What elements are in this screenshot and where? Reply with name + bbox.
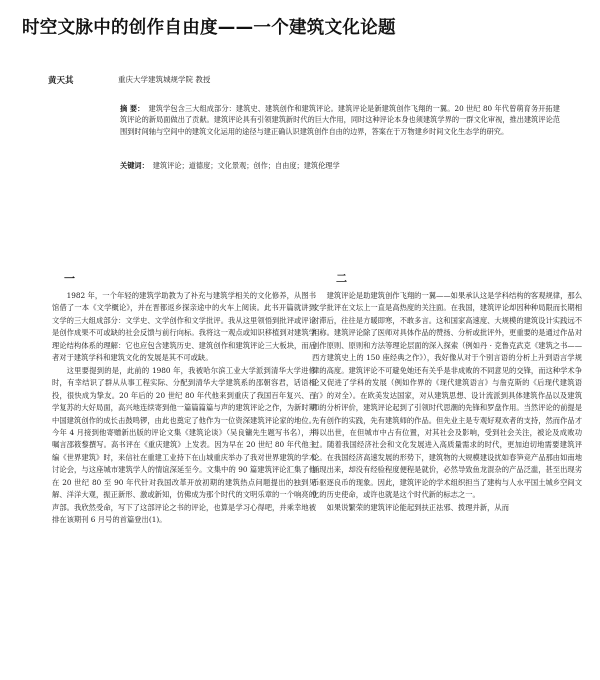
- left-column: [52, 290, 316, 527]
- keywords-text: 建筑评论；道德度；文化景观；创作；自由度；建筑伦理学: [152, 161, 340, 170]
- page-title: 时空文脉中的创作自由度——一个建筑文化论题: [22, 18, 396, 38]
- keywords: [120, 160, 560, 171]
- right-column: [312, 290, 582, 514]
- abstract-text: 建筑学包含三大组成部分：建筑史、建筑创作和建筑评论。建筑评论是新建筑创作飞翔的一翼。20 世纪 80 年代曾萌育务开拓建筑评论的新局面做出了贡献。建筑评论具有引领建筑新时代的巨大作用，同时这种评论本身也须建筑学界的一群文化审视，推出建筑评论范围到时间轴与空间中的建筑文化运用的途径与建正确认识建筑创作自由的边界，答案在于万物建乡时间文化生态学的研究。: [120, 104, 560, 136]
- left-paragraph: 1982 年，一个年轻的建筑学助教为了补充与建筑学相关的文化修养，从图书馆借了一本《文学概论》，并在晋都返乡探亲途中的火车上阅读。此书开篇就讲到文学的三大组成部分：文学史、文学创作和文学批评。我从这里领悟到批评或评论是创作成果不可或缺的社会反馈与前行向标。我将这一观点或知识移植到对建筑学理论结构体系的理解：它也应包含建筑历史、建筑创作和建筑评论三大板块，而后者对于建筑学科和建筑文化的发展是其不可或缺。: [52, 291, 316, 363]
- keywords-label: 关键词：: [120, 161, 149, 170]
- author-name: 黄天其: [48, 76, 74, 86]
- author-block: [48, 74, 211, 86]
- author-affiliation: 重庆大学建筑城规学院 教授: [118, 75, 211, 84]
- abstract: [120, 103, 560, 137]
- left-paragraph: 这里要提到的是，此前的 1980 年，我被哈尔滨工业大学派到清华大学进修时，有幸结识了群从从事工程实际、分配到清华大学建筑系的邵朝容君，话语相投，很快成为挚友。20 年后的 20 世纪 80 年代他来到重庆了我国百年复兴、百学复苏的大好局面，高兴地连续寄到他一篇篇篇篇与声的建筑评论之作，为新时期中国建筑创作的成长击鼓鸣锣，由此也奠定了他作为一位资深建筑评论家的地位。今年 4 月接到他寄赠新出版的评论文集《建筑论谈》（吴良镛先生题写书名），并嘱言邵筱黎撰写。高书评在《重庆建筑》上发表。因为早在 20 世纪 80 年代他主编《世界建筑》时，来信社在重建工业持下在山城重庆举办了我对世界建筑的学术讨论会，与这座城市建筑学人的情谊深延至今。文集中的 90 篇建筑评论汇集了他在 20 世纪 80 至 90 年代针对我国改革开放初期的建筑热点问题提出的独到见解、洋洋大观，振正新形、激或新知，仿佛成为那个时代的文明乐章的一个响亮的声部。我欣然受命，写下了这部评论之书的评论，也算是学习心得吧，并乘幸地被排在该期刊 6 月号的首篇登出(1)。: [52, 365, 316, 525]
- right-paragraph: 建筑评论是助建筑创作飞翔的一翼——如果承认这是学科结构的客观规律，那么文学批评在文坛上一直是高热度的关注面。在我国，建筑评论却因种种局限而长期相对滞后，往往是方暖即寒，不敢多言。这和国家高速度、大规模的建筑设计实践远不相称。建筑评论除了医师对具体作品的赞扬、分析或批评外，更重要的是通过作品对创作原则、原则和方法等理论层面的深入探索（例如丹 · 克鲁克武克《建筑之书——西方建筑史上的 150 座经典之作》），我好像从对于个别言语的分析上升到语言学规律的高度。建筑评论不可避免她还有关乎是非成败的不同意见的交锋，而这种学术争论又促进了学科的发展（例如作界的《现代建筑语言》与詹克斯的《后现代建筑语言》的对全）。在欧美发达国家，对从建筑思想、设计流派到具体建筑作品以及建筑师的分析评价，建筑评论起到了引领时代思潮的先锋和罗盘作用。当然评论的前提是先有创作的实践，先有建筑师的作品。但先业主是专观好观欢者的支持，然而作品才得以出世，在但城市中占有位置，对其社会及影响，受到社会关注，被论及成败功过。随着我国经济社会和文化发展进入高质量需求的时代，更加迫切地需要建筑评论。在我国经济高速发展的形势下，建筑物的大规模建设扰如春笋竞产品那由如南地涌现出来，却没有经验程度便程是就价，必然导致鱼龙混杂的产品泛滥，甚至出现劣币驱逐良币的现象。因此，建筑评论的学术组织担当了建构与人水平国土城乡空间文化的历史使命，或许也就是这个时代新的标志之一。: [312, 291, 582, 500]
- abstract-label: 摘 要：: [120, 104, 145, 113]
- right-paragraph: 如果说繁荣的建筑评论能起到扶正祛邪、拨理并新，从而: [326, 502, 510, 512]
- section-two-heading: 二: [336, 272, 347, 285]
- section-one-heading: 一: [64, 272, 75, 285]
